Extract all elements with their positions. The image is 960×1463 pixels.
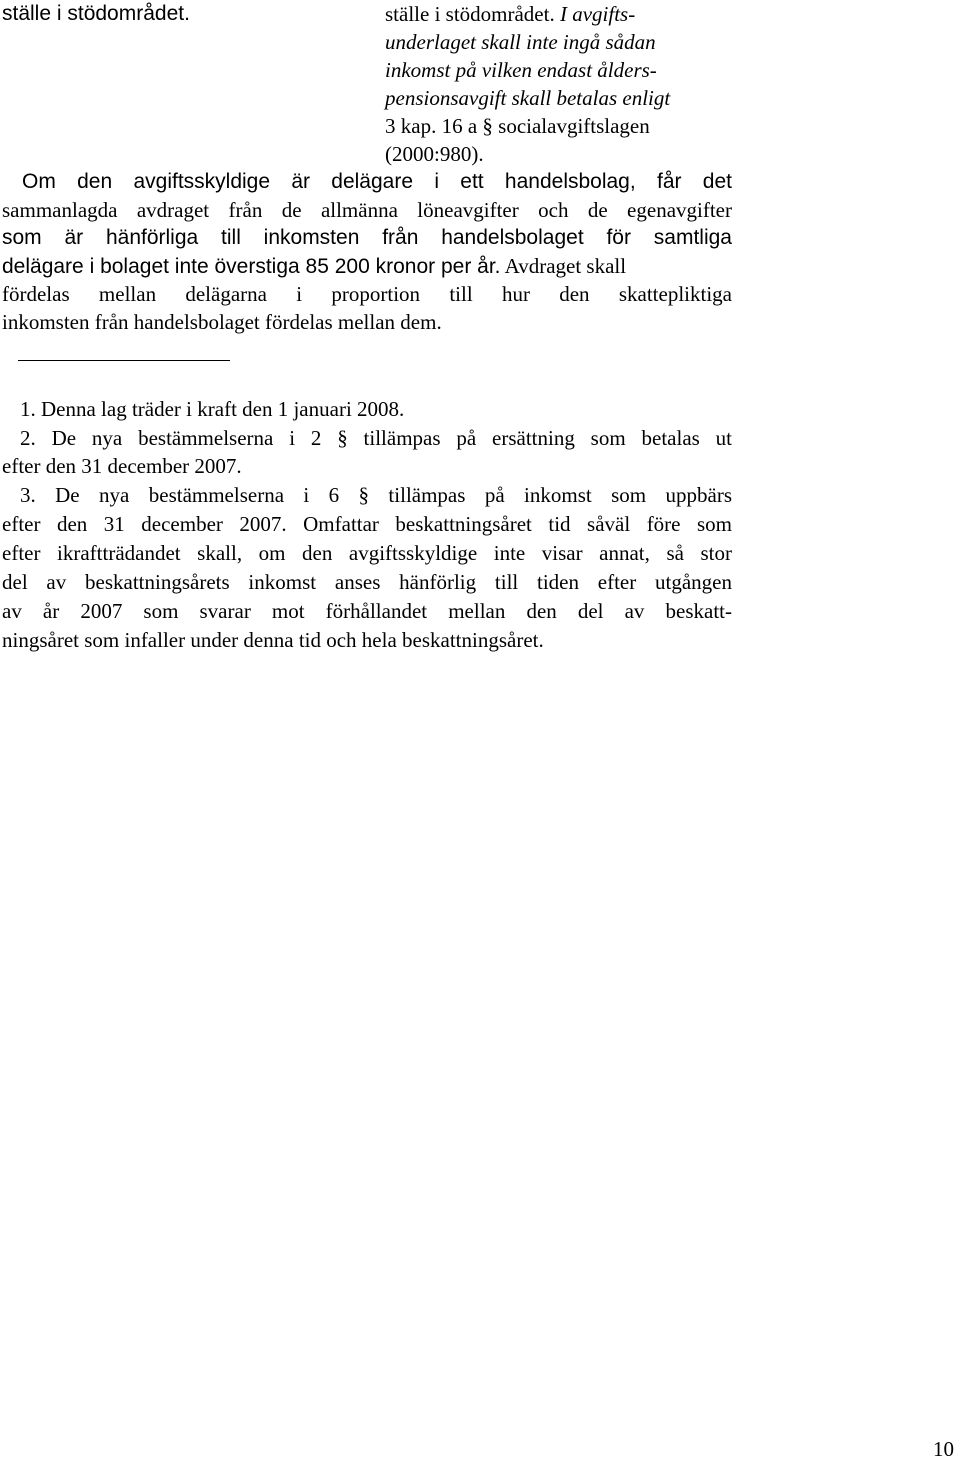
right-column-line-5: 3 kap. 16 a § socialavgiftslagen [385, 114, 650, 138]
paragraph-1-line-1: Om den avgiftsskyldige är delägare i ett handelsbolag, får det [22, 170, 732, 193]
transitional-item-2-line-1: 2. De nya bestämmelserna i 2 § tillämpas på ersättning som betalas ut [20, 426, 732, 450]
transitional-item-2-line-2: efter den 31 december 2007. [2, 454, 242, 478]
right-column-line-1-italic: I avgifts- [559, 2, 636, 26]
right-column-line-4: pensionsavgift skall betalas enligt [385, 86, 671, 110]
paragraph-1-line-5: fördelas mellan delägarna i proportion till hur den skattepliktiga [2, 282, 732, 306]
right-column-line-1 [385, 0, 635, 28]
transitional-item-1: 1. Denna lag träder i kraft den 1 januari 2008. [20, 397, 405, 421]
right-column-line-2: underlaget skall inte ingå sådan [385, 30, 656, 54]
right-column-line-1-regular: ställe i stödområdet. [385, 2, 555, 26]
paragraph-1-line-2: sammanlagda avdraget från de allmänna löneavgifter och de egenavgifter [2, 198, 732, 222]
paragraph-1-line-3: som är hänförliga till inkomsten från handelsbolaget för samtliga [2, 226, 732, 249]
transitional-item-3-line-5: av år 2007 som svarar mot förhållandet mellan den del av beskatt- [2, 599, 732, 623]
paragraph-1-line-4-tail: Avdraget skall [504, 254, 627, 278]
section-divider-rule [18, 360, 230, 361]
paragraph-1-line-4 [2, 252, 626, 281]
paragraph-1-line-4-main: delägare i bolaget inte överstiga 85 200 kronor per år. [2, 255, 501, 278]
paragraph-1-line-6: inkomsten från handelsbolaget fördelas mellan dem. [2, 310, 442, 334]
transitional-item-3-line-3: efter ikraftträdandet skall, om den avgiftsskyldige inte visar annat, så stor [2, 541, 732, 565]
left-column-text: ställe i stödområdet. [2, 2, 190, 25]
transitional-item-3-line-2: efter den 31 december 2007. Omfattar beskattningsåret tid såväl före som [2, 512, 732, 536]
right-column-line-6: (2000:980). [385, 142, 484, 166]
right-column-line-3: inkomst på vilken endast ålders- [385, 58, 657, 82]
transitional-item-3-line-6: ningsåret som infaller under denna tid och hela beskattningsåret. [2, 628, 544, 652]
transitional-item-3-line-4: del av beskattningsårets inkomst anses hänförlig till tiden efter utgången [2, 570, 732, 594]
page-number: 10 [933, 1437, 954, 1461]
transitional-item-3-line-1: 3. De nya bestämmelserna i 6 § tillämpas på inkomst som uppbärs [20, 483, 732, 507]
